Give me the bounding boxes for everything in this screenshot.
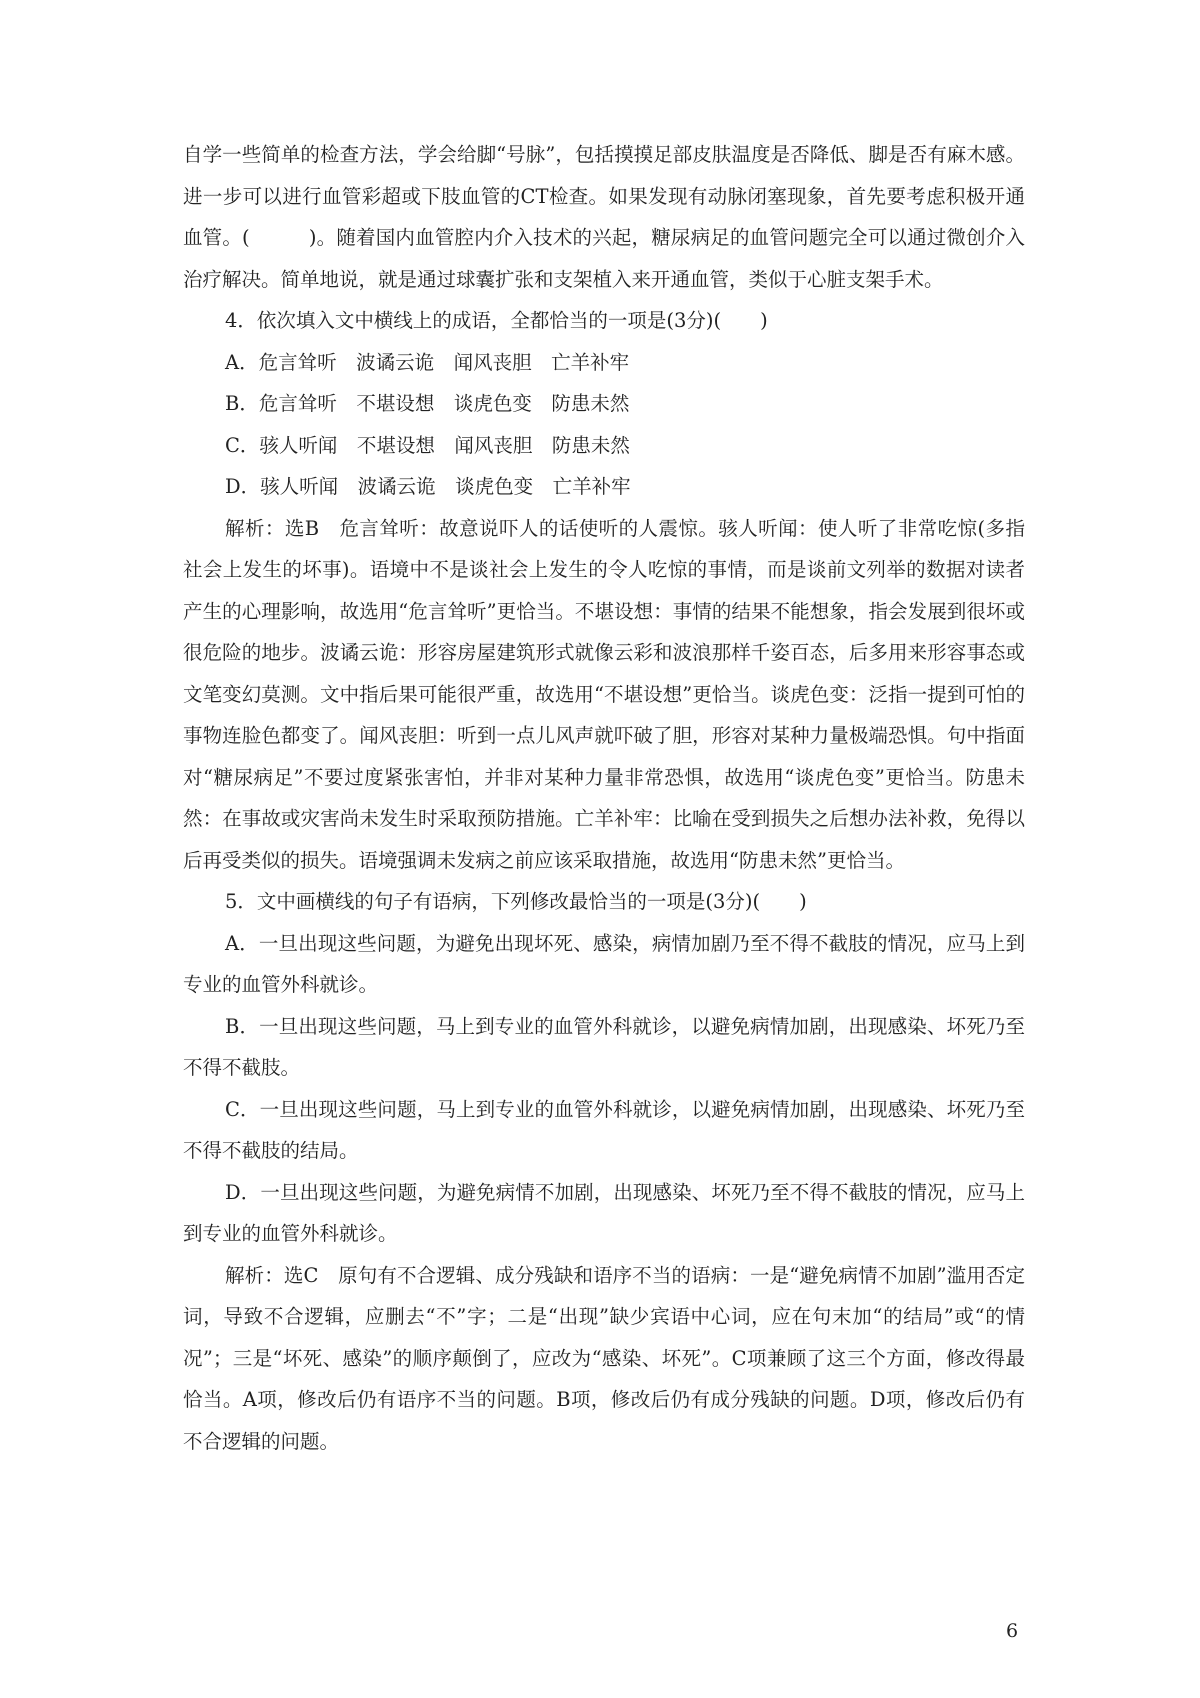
passage-paragraph: 自学一些简单的检查方法，学会给脚“号脉”，包括摸摸足部皮肤温度是否降低、脚是否有麻木感。进一步可以进行血管彩超或下肢血管的CT检查。如果发现有动脉闭塞现象，首先要考虑积极开通血管。( )。随着国内血管腔内介入技术的兴起，糖尿病足的血管问题完全可以通过微创介入治疗解决。简单地说，就是通过球囊扩张和支架植入来开通血管，类似于心脏支架手术。 bbox=[183, 143, 1025, 291]
page-content bbox=[183, 134, 1025, 1462]
question-4-option-c: C．骇人听闻 不堪设想 闻风丧胆 防患未然 bbox=[225, 433, 630, 457]
question-4-stem: 4．依次填入文中横线上的成语，全都恰当的一项是(3分)( ) bbox=[225, 309, 768, 332]
question-4-analysis: 解析：选B 危言耸听：故意说吓人的话使听的人震惊。骇人听闻：使人听了非常吃惊(多指社会上发生的坏事)。语境中不是谈社会上发生的令人吃惊的事情，而是谈前文列举的数据对读者产生的心理影响，故选用“危言耸听”更恰当。不堪设想：事情的结果不能想象，指会发展到很坏或很危险的地步。波谲云诡：形容房屋建筑形式就像云彩和波浪那样千姿百态，后多用来形容事态或文笔变幻莫测。文中指后果可能很严重，故选用“不堪设想”更恰当。谈虎色变：泛指一提到可怕的事物连脸色都变了。闻风丧胆：听到一点儿风声就吓破了胆，形容对某种力量极端恐惧。句中指面对“糖尿病足”不要过度紧张害怕，并非对某种力量非常恐惧，故选用“谈虎色变”更恰当。防患未然：在事故或灾害尚未发生时采取预防措施。亡羊补牢：比喻在受到损失之后想办法补救，免得以后再受类似的损失。语境强调未发病之前应该采取措施，故选用“防患未然”更恰当。 bbox=[183, 516, 1025, 872]
question-4-option-a: A．危言耸听 波谲云诡 闻风丧胆 亡羊补牢 bbox=[225, 350, 630, 374]
question-5-analysis: 解析：选C 原句有不合逻辑、成分残缺和语序不当的语病：一是“避免病情不加剧”滥用否定词，导致不合逻辑，应删去“不”字；二是“出现”缺少宾语中心词，应在句末加“的结局”或“的情况”；三是“坏死、感染”的顺序颠倒了，应改为“感染、坏死”。C项兼顾了这三个方面，修改得最恰当。A项，修改后仍有语序不当的问题。B项，修改后仍有成分残缺的问题。D项，修改后仍有不合逻辑的问题。 bbox=[183, 1263, 1025, 1453]
question-5-option-c: C．一旦出现这些问题，马上到专业的血管外科就诊，以避免病情加剧，出现感染、坏死乃至不得不截肢的结局。 bbox=[183, 1097, 1025, 1162]
question-5-option-d: D．一旦出现这些问题，为避免病情不加剧，出现感染、坏死乃至不得不截肢的情况，应马上到专业的血管外科就诊。 bbox=[183, 1180, 1025, 1245]
question-5-stem: 5．文中画横线的句子有语病，下列修改最恰当的一项是(3分)( ) bbox=[225, 890, 807, 913]
question-4-option-d: D．骇人听闻 波谲云诡 谈虎色变 亡羊补牢 bbox=[225, 475, 631, 498]
question-5-option-b: B．一旦出现这些问题，马上到专业的血管外科就诊，以避免病情加剧，出现感染、坏死乃至不得不截肢。 bbox=[183, 1014, 1025, 1079]
page-number: 6 bbox=[1006, 1620, 1019, 1642]
question-4-option-b: B．危言耸听 不堪设想 谈虎色变 防患未然 bbox=[225, 392, 630, 415]
question-5-option-a: A．一旦出现这些问题，为避免出现坏死、感染，病情加剧乃至不得不截肢的情况，应马上到专业的血管外科就诊。 bbox=[183, 931, 1025, 996]
